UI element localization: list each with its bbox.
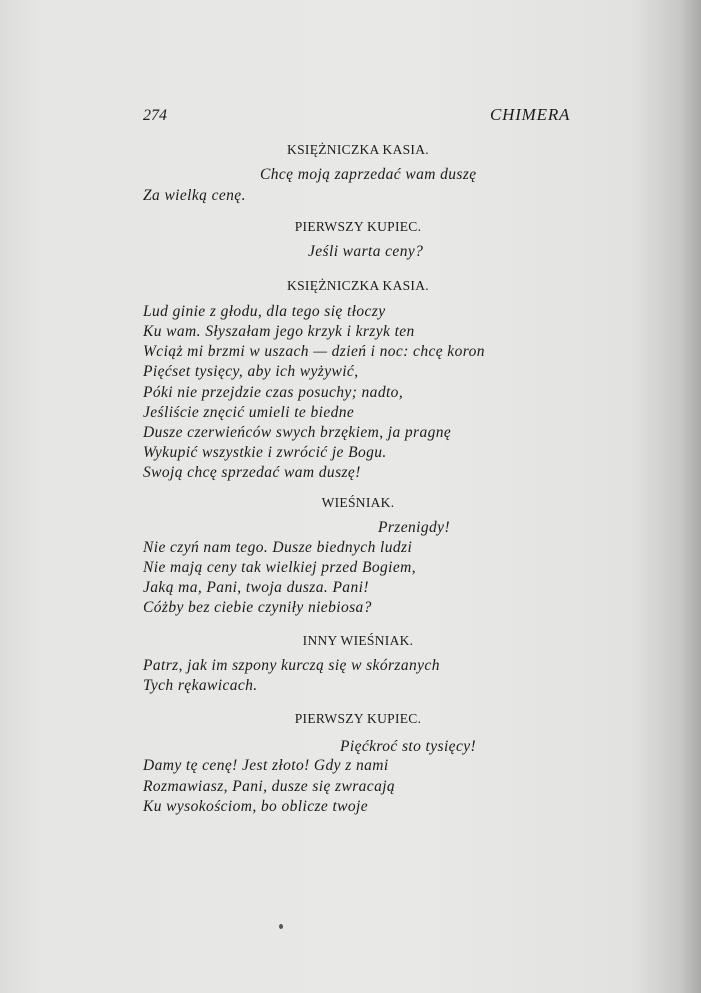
ink-speck <box>279 924 283 929</box>
verse-line: Nie czyń nam tego. Dusze biednych ludzi <box>143 539 413 556</box>
verse-line: Jaką ma, Pani, twoja dusza. Pani! <box>143 579 369 596</box>
verse-line: Nie mają ceny tak wielkiej przed Bogiem, <box>143 559 416 576</box>
verse-line: Ku wysokościom, bo oblicze twoje <box>143 798 369 815</box>
running-title: CHIMERA <box>490 105 571 124</box>
speaker-heading: WIEŚNIAK. <box>321 495 395 510</box>
verse-line: Przenigdy! <box>378 519 451 536</box>
verse-line: Swoją chcę sprzedać wam duszę! <box>143 464 361 481</box>
verse-line: Rozmawiasz, Pani, dusze się zwracają <box>143 778 396 795</box>
verse-line: Tych rękawicach. <box>143 677 258 694</box>
verse-line: Chcę moją zaprzedać wam duszę <box>260 166 477 183</box>
page-number: 274 <box>143 107 167 124</box>
verse-line: Wciąż mi brzmi w uszach — dzień i noc: chcę koron <box>143 343 485 360</box>
verse-line: Patrz, jak im szpony kurczą się w skórzanych <box>143 657 440 674</box>
verse-line: Wykupić wszystkie i zwrócić je Bogu. <box>143 444 387 461</box>
verse-line: Jeśliście znęcić umieli te biedne <box>143 404 355 421</box>
verse-line: Damy tę cenę! Jest złoto! Gdy z nami <box>143 757 389 774</box>
speaker-heading: PIERWSZY KUPIEC. <box>294 711 422 726</box>
speaker-heading: PIERWSZY KUPIEC. <box>294 219 422 234</box>
verse-line: Póki nie przejdzie czas posuchy; nadto, <box>143 384 404 401</box>
speaker-heading: INNY WIEŚNIAK. <box>302 633 414 648</box>
verse-line: Za wielką cenę. <box>143 187 246 204</box>
verse-line: Lud ginie z głodu, dla tego się tłoczy <box>143 303 386 320</box>
verse-line: Pięćkroć sto tysięcy! <box>340 738 477 755</box>
speaker-heading: KSIĘŻNICZKA KASIA. <box>287 142 429 157</box>
verse-line: Ku wam. Słyszałam jego krzyk i krzyk ten <box>143 323 415 340</box>
verse-line: Dusze czerwieńców swych brzękiem, ja pragnę <box>143 424 452 441</box>
speaker-heading: KSIĘŻNICZKA KASIA. <box>287 278 429 293</box>
verse-line: Cóżby bez ciebie czyniły niebiosa? <box>143 599 372 616</box>
verse-line: Pięćset tysięcy, aby ich wyżywić, <box>143 363 359 380</box>
verse-line: Jeśli warta ceny? <box>308 243 424 260</box>
